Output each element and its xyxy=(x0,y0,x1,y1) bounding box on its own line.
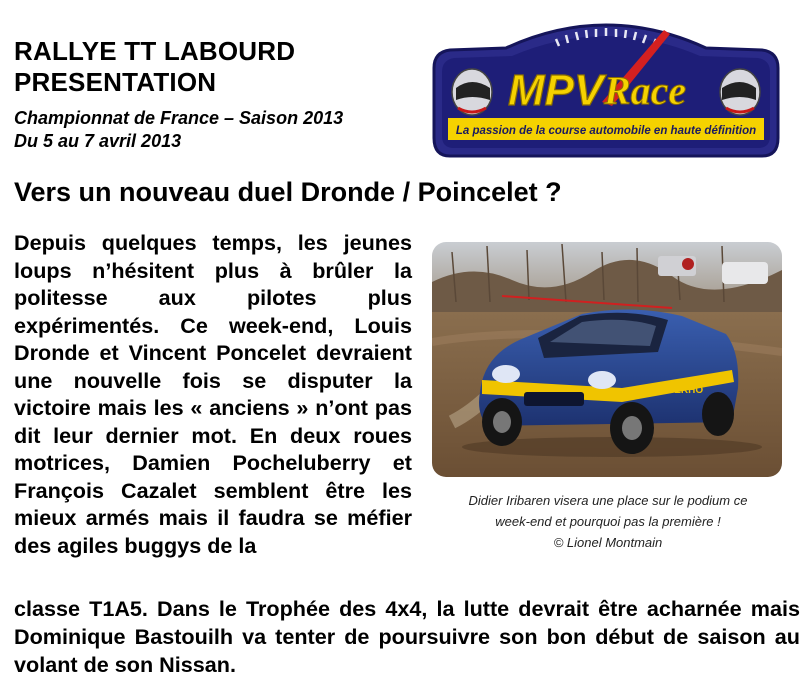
title-line-1: RALLYE TT LABOURD xyxy=(14,36,296,66)
article-headline: Vers un nouveau duel Dronde / Poincelet ? xyxy=(14,177,562,207)
photo-credit: © Lionel Montmain xyxy=(553,535,663,550)
mpv-race-logo xyxy=(428,8,784,158)
helmet-left-icon xyxy=(452,69,492,115)
championship-label: Championnat de France – Saison 2013 xyxy=(14,108,344,128)
svg-text:MPV: MPV xyxy=(508,66,604,115)
title-line-2: PRESENTATION xyxy=(14,67,217,97)
page-title xyxy=(14,36,295,98)
article-paragraph-continued: classe T1A5. Dans le Trophée des 4x4, la lutte devrait être acharnée mais Dominique Bastouilh va tenter de poursuivre son bon début de saison au volant de son Nissan. xyxy=(14,596,800,677)
photo-caption xyxy=(430,490,786,553)
car-sponsor-text: BERHO xyxy=(667,385,704,396)
logo-tagline: La passion de la course automobile en haute définition xyxy=(455,125,757,137)
article-body-wide xyxy=(14,595,800,679)
event-info xyxy=(14,107,343,153)
caption-line-1: Didier Iribaren visera une place sur le podium ce xyxy=(468,493,748,508)
article-paragraph: Depuis quelques temps, les jeunes loups n’hésitent plus à brûler la politesse aux pilotes plus expérimentés. Ce week-end, Louis Dronde et Vincent Poncelet devraient une nouvelle fois se disputer la victoire mais les « anciens » n’ont pas dit leur dernier mot. En deux roues motrices, Damien Pocheluberry et François Cazalet semblent être les mieux armés mais il faudra se méfier des agiles buggys de la xyxy=(14,230,412,558)
caption-line-2: week-end et pourquoi pas la première ! xyxy=(495,514,721,529)
svg-text:Race: Race xyxy=(604,68,687,113)
article-body-column xyxy=(14,229,412,559)
helmet-right-icon xyxy=(720,69,760,115)
event-dates: Du 5 au 7 avril 2013 xyxy=(14,131,182,151)
rally-car-photo xyxy=(432,242,782,477)
